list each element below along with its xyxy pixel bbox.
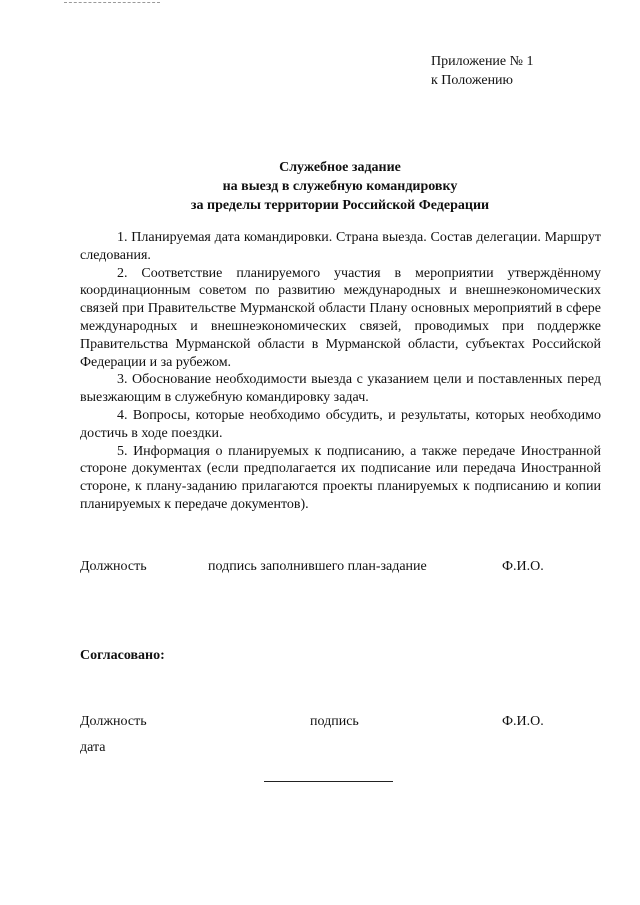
appendix-number: Приложение № 1 [431, 54, 534, 69]
approval-heading: Согласовано: [80, 648, 165, 663]
approval-date-label: дата [80, 740, 106, 755]
approval-name-label: Ф.И.О. [502, 714, 544, 729]
approval-signature-label: подпись [310, 714, 359, 729]
document-body [80, 229, 601, 514]
paragraph-2: 2. Соответствие планируемого участия в мероприятии утверждённому координационным советом по развитию международных и внешнеэкономических связей при Правительстве Мурманской области Плану основных мероприятий в сфере международных и внешнеэкономических связей, проводимых при поддержке Правительства Мурманской области в Мурманской области, субъектах Российской Федерации и за рубежом. [80, 265, 601, 370]
paragraph-1: 1. Планируемая дата командировки. Страна выезда. Состав делегации. Маршрут следования. [80, 230, 601, 263]
appendix-reference [431, 52, 534, 90]
title-line-3: за пределы территории Российской Федерации [190, 198, 490, 213]
paragraph-4: 4. Вопросы, которые необходимо обсудить, и результаты, которых необходимо достичь в ходе поездки. [80, 407, 601, 441]
appendix-regulation: к Положению [431, 73, 514, 88]
document-title [150, 158, 530, 215]
signature-position-label: Должность [80, 559, 147, 574]
approval-position-label: Должность [80, 714, 147, 729]
signature-label: подпись заполнившего план-задание [208, 559, 427, 574]
paragraph-5: 5. Информация о планируемых к подписанию, а также передаче Иностранной стороне документах (если предполагается их подписание или передача Иностранной стороне, к плану-заданию прилагаются проекты планируемых к подписанию и копии планируемых к передаче документов). [80, 443, 601, 512]
closing-divider-line [264, 781, 393, 782]
signature-name-label: Ф.И.О. [502, 559, 544, 574]
scan-artifact-line [64, 2, 160, 3]
title-line-2: на выезд в служебную командировку [222, 179, 458, 194]
title-line-1: Служебное задание [279, 160, 401, 175]
paragraph-3: 3. Обоснование необходимости выезда с указанием цели и поставленных перед выезжающим в служебную командировку задач. [80, 372, 601, 406]
